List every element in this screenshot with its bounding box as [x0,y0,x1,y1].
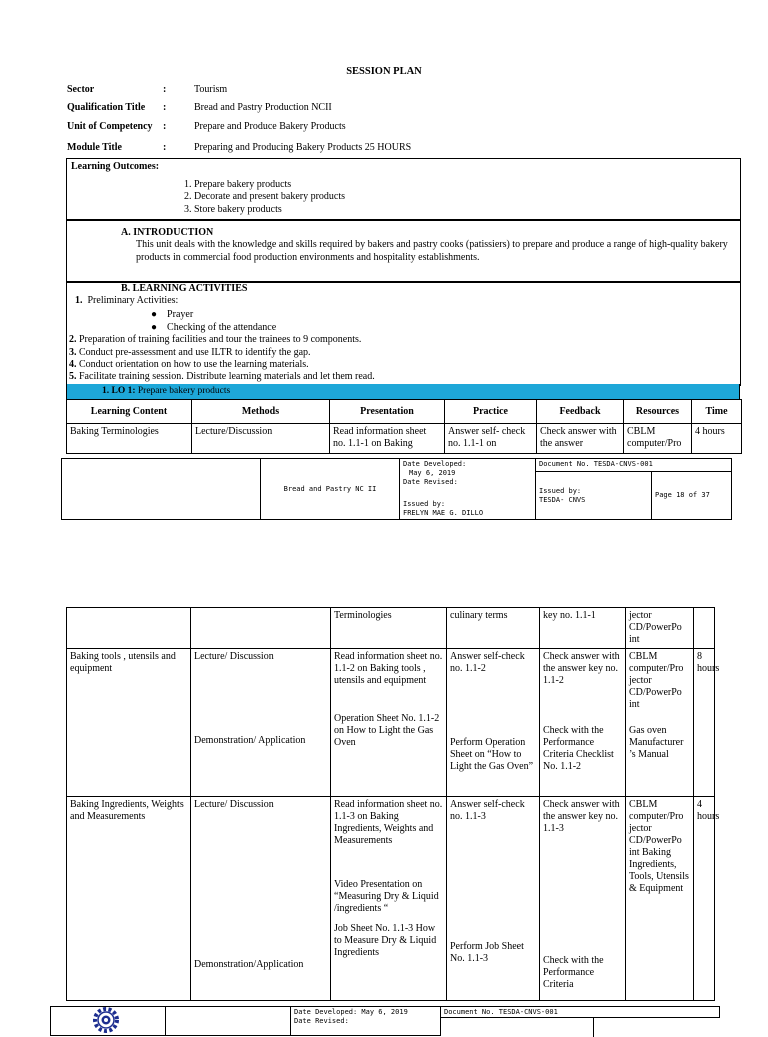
step-number: 4. [69,359,77,370]
footer-qualification-cell [166,1006,291,1036]
field-colon: : [163,121,167,132]
cell-text: CBLM computer/Pro jector CD/PowerPo int [629,651,684,710]
preliminary-activities [75,295,178,307]
cell-text: Job Sheet No. 1.1-3 How to Measure Dry & Liquid Ingredients [334,923,437,958]
field-label: Unit of Competency [67,121,153,132]
cell-text: Perform Job Sheet No. 1.1-3 [450,941,524,964]
footer-page-number: Page 18 of 37 [652,472,732,520]
cell-text: Check answer with the answer key no. 1.1-3 [543,799,620,834]
cell-text: Demonstration/ Application [194,735,306,746]
cell-text: Video Presentation on “Measuring Dry & Liquid /ingredients “ [334,879,439,914]
field-label: Sector [67,84,95,95]
cell-text: Demonstration/Application [194,959,304,970]
table-cell [331,797,447,1001]
lo-bar [66,384,740,399]
outcome-item: 2. Decorate and present bakery products [184,191,346,202]
table-cell: Baking Ingredients, Weights and Measurements [67,797,191,1001]
table-cell [191,649,331,797]
table-cell: key no. 1.1-1 [540,608,626,649]
step-number: 5. [69,371,77,382]
table-cell: Baking Terminologies [67,424,192,454]
lesson-table-page2 [66,607,720,1001]
bullet-item [151,322,276,334]
lo-bar-prefix: 1. LO 1: [102,386,136,396]
field-value: Prepare and Produce Bakery Products [194,121,346,132]
step-number: 1. [75,295,83,306]
step-text: Conduct pre-assessment and use ILTR to identify the gap. [79,347,311,358]
table-header-row [67,400,742,424]
table-cell: jector CD/PowerPo int [626,608,694,649]
footer-issued-by-org [536,472,652,520]
step-text: Facilitate training session. Distribute learning materials and let them read. [79,371,375,382]
table-header: Practice [445,400,537,424]
table-cell [540,649,626,797]
document-footer-page2 [50,1006,720,1024]
bullet-icon: ● [151,309,158,320]
cell-text: Check answer with the answer key no. 1.1-2 [543,651,620,686]
field-qualification [67,102,332,114]
footer-logo-cell [62,459,261,520]
footer-qualification: Bread and Pastry NC II [261,459,400,520]
table-cell [191,608,331,649]
field-value: Tourism [194,84,228,95]
lo-bar-text: Prepare bakery products [137,386,231,396]
cell-text: Read information sheet no. 1.1-2 on Baking tools , utensils and equipment [334,651,443,686]
field-value: Bread and Pastry Production NCII [194,102,332,113]
step-text: Preliminary Activities: [87,295,179,306]
footer-issued-by2: TESDA- CNVS [539,495,586,504]
table-cell: Terminologies [331,608,447,649]
field-label: Module Title [67,142,122,153]
field-value: Preparing and Producing Bakery Products 25 HOURS [194,142,412,153]
footer-date-revised: Date Revised: [294,1017,349,1025]
introduction-heading: A. INTRODUCTION [121,227,214,238]
table-cell: 8 hours [694,649,715,797]
table-cell [626,649,694,797]
footer-doc-no: Document No. TESDA-CNVS-001 [536,459,732,472]
table-header: Presentation [330,400,445,424]
cell-text: Perform Operation Sheet on “How to Light the Gas Oven” [450,737,534,772]
table-cell [694,608,715,649]
footer-date-developed-label: Date Developed: [403,460,467,468]
footer-date-developed: May 6, 2019 [409,469,456,477]
introduction-text: This unit deals with the knowledge and skills required by bakers and pastry cooks (patissiers) to prepare and produce a range of high-quality bakery products in commercial food production environments and hospitality establishments. [136,239,728,263]
footer-date-developed: Date Developed: May 6, 2019 [294,1008,408,1016]
learning-outcomes-heading: Learning Outcomes: [71,161,160,172]
footer-date-revised-label: Date Revised: [403,478,458,486]
footer-issued-by [400,496,536,520]
cell-text: Gas oven Manufacturer ’s Manual [629,725,684,760]
table-cell [540,797,626,1001]
table-cell [447,649,540,797]
table-cell: 4 hours [694,797,715,1001]
table-cell: Check answer with the answer [537,424,624,454]
introduction-box [66,220,741,282]
step-number: 3. [69,347,77,358]
cell-text: Answer self-check no. 1.1-2 [450,651,525,674]
activity-step [69,359,309,371]
table-cell: Baking tools , utensils and equipment [67,649,191,797]
field-colon: : [163,142,167,153]
step-text: Preparation of training facilities and tour the trainees to 9 components. [79,334,362,345]
table-row [67,424,742,454]
lesson-table-page1 [66,399,742,454]
bullet-icon: ● [151,322,158,333]
field-colon: : [163,84,167,95]
table-row [67,649,715,797]
table-cell: Lecture/Discussion [192,424,330,454]
footer-issued-by-label: Issued by: [403,500,446,508]
table-cell [67,608,191,649]
outcome-item: 3. Store bakery products [184,204,282,215]
bullet-item [151,309,193,321]
table-row [67,608,715,649]
table-cell: CBLM computer/Pro jector CD/PowerPo int Baking Ingredients, Tools, Utensils & Equipment [626,797,694,1001]
table-cell [191,797,331,1001]
activity-step [69,334,361,346]
bullet-text: Checking of the attendance [167,322,277,333]
step-text: Conduct orientation on how to use the learning materials. [79,359,309,370]
learning-activities-box [66,282,741,386]
cell-text: Read information sheet no. 1.1-3 on Baking Ingredients, Weights and Measurements [334,799,443,846]
field-colon: : [163,102,167,113]
cell-text: Check with the Performance Criteria [543,955,604,990]
footer-issued-by2-label: Issued by: [539,486,582,495]
footer-doc-no: Document No. TESDA-CNVS-001 [441,1006,720,1018]
outcome-item: 1. Prepare bakery products [184,179,292,190]
table-cell [331,649,447,797]
cell-text: Answer self-check no. 1.1-3 [450,799,525,822]
table-cell: Read information sheet no. 1.1-1 on Baking [330,424,445,454]
cell-text: Check with the Performance Criteria Checklist No. 1.1-2 [543,725,614,772]
table-header: Methods [192,400,330,424]
field-module [67,142,411,154]
activity-step [69,371,375,383]
table-cell: Answer self- check no. 1.1-1 on [445,424,537,454]
tesda-gear-icon [91,1005,121,1035]
field-unit [67,121,346,133]
page-title: SESSION PLAN [346,66,422,77]
footer-dates [291,1006,441,1036]
field-sector [67,84,227,96]
table-row [67,797,715,1001]
document-footer-page1 [61,458,732,520]
cell-text: Lecture/ Discussion [194,799,274,810]
table-cell: CBLM computer/Pro [624,424,692,454]
footer-logo-cell [50,1006,166,1036]
table-header: Learning Content [67,400,192,424]
activity-step [69,347,311,359]
footer-issued-cell [441,1017,594,1037]
cell-text: Lecture/ Discussion [194,651,274,662]
table-cell: culinary terms [447,608,540,649]
footer-issued-by-name: FRELYN MAE G. DILLO [403,509,484,517]
learning-outcomes-box [66,158,741,220]
learning-activities-heading: B. LEARNING ACTIVITIES [121,283,248,294]
table-header: Time [692,400,742,424]
table-cell: 4 hours [692,424,742,454]
table-cell [447,797,540,1001]
step-number: 2. [69,334,77,345]
table-header: Feedback [537,400,624,424]
table-header: Resources [624,400,692,424]
bullet-text: Prayer [167,309,194,320]
cell-text: Operation Sheet No. 1.1-2 on How to Light the Gas Oven [334,713,440,748]
footer-dates [400,459,536,496]
field-label: Qualification Title [67,102,146,113]
